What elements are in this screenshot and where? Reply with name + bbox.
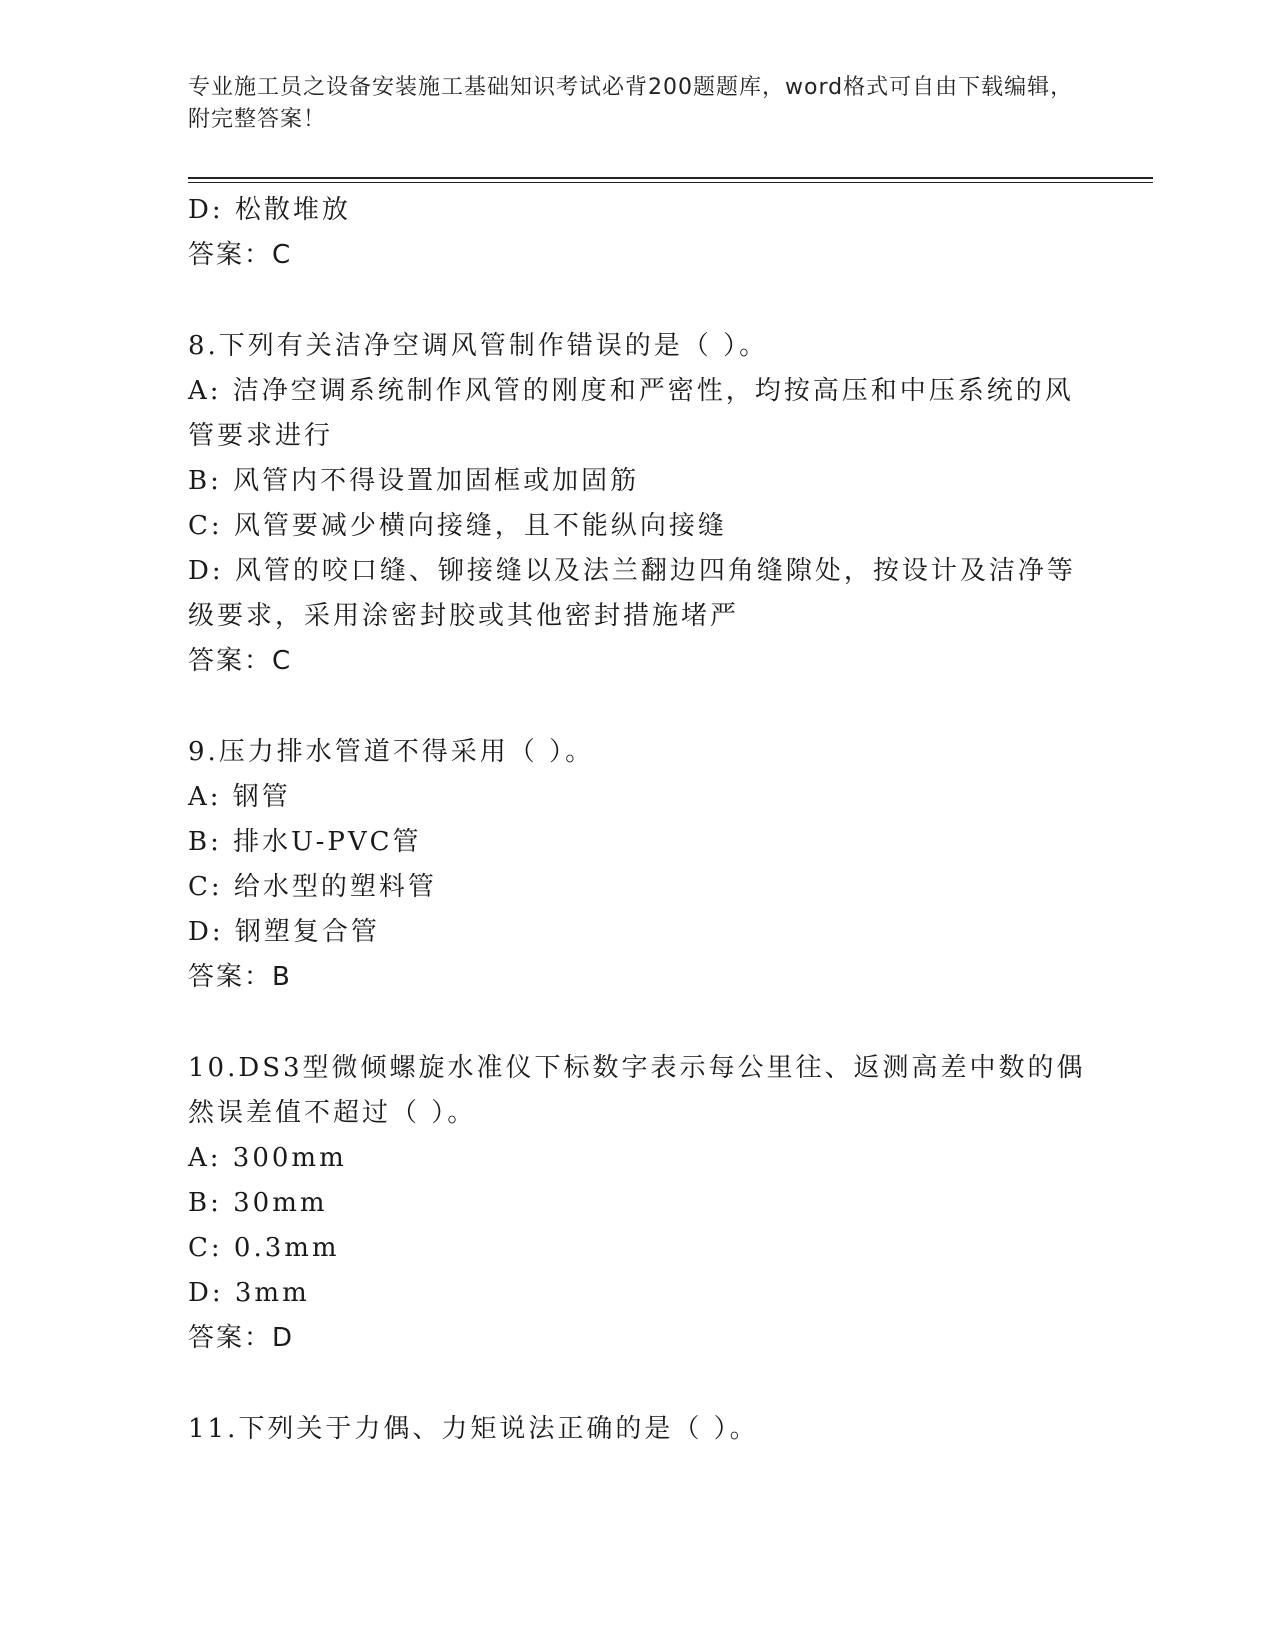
option-c: C: 风管要减少横向接缝，且不能纵向接缝 xyxy=(188,511,727,541)
option-c: C: 给水型的塑料管 xyxy=(188,872,437,902)
header-divider xyxy=(188,177,1153,179)
answer-line: 答案：B xyxy=(188,962,292,992)
option-b: B: 30mm xyxy=(188,1188,328,1218)
question-block-9 xyxy=(188,730,1088,1000)
option-d: D: 松散堆放 xyxy=(188,195,351,225)
option-b: B: 风管内不得设置加固框或加固筋 xyxy=(188,466,640,496)
option-d: D: 钢塑复合管 xyxy=(188,917,380,947)
option-d: D: 3mm xyxy=(188,1278,310,1308)
option-c: C: 0.3mm xyxy=(188,1233,340,1263)
question-list xyxy=(188,188,1088,1452)
answer-line: 答案：C xyxy=(188,240,293,270)
document-header: 专业施工员之设备安装施工基础知识考试必背200题题库，word格式可自由下载编辑，附完整答案！ xyxy=(188,75,1074,132)
header-divider-thin xyxy=(188,182,1153,183)
answer-line: 答案：C xyxy=(188,646,293,676)
option-d: D: 风管的咬口缝、铆接缝以及法兰翻边四角缝隙处，按设计及洁净等级要求，采用涂密封胶或其他密封措施堵严 xyxy=(188,556,1076,631)
question-block-8 xyxy=(188,324,1088,684)
option-b: B: 排水U-PVC管 xyxy=(188,827,422,857)
option-a: A: 洁净空调系统制作风管的刚度和严密性，均按高压和中压系统的风管要求进行 xyxy=(188,376,1074,451)
question-block-11 xyxy=(188,1407,1088,1452)
question-text: 9.压力排水管道不得采用（ ）。 xyxy=(188,737,595,767)
question-block-10 xyxy=(188,1046,1088,1361)
question-block-7 xyxy=(188,188,1088,278)
question-text: 8.下列有关洁净空调风管制作错误的是（ ）。 xyxy=(188,331,769,361)
option-a: A: 钢管 xyxy=(188,782,291,812)
question-text: 10.DS3型微倾螺旋水准仪下标数字表示每公里往、返测高差中数的偶然误差值不超过（ ）。 xyxy=(188,1053,1086,1128)
option-a: A: 300mm xyxy=(188,1143,347,1173)
question-text: 11.下列关于力偶、力矩说法正确的是（ ）。 xyxy=(188,1414,759,1444)
answer-line: 答案：D xyxy=(188,1323,295,1353)
